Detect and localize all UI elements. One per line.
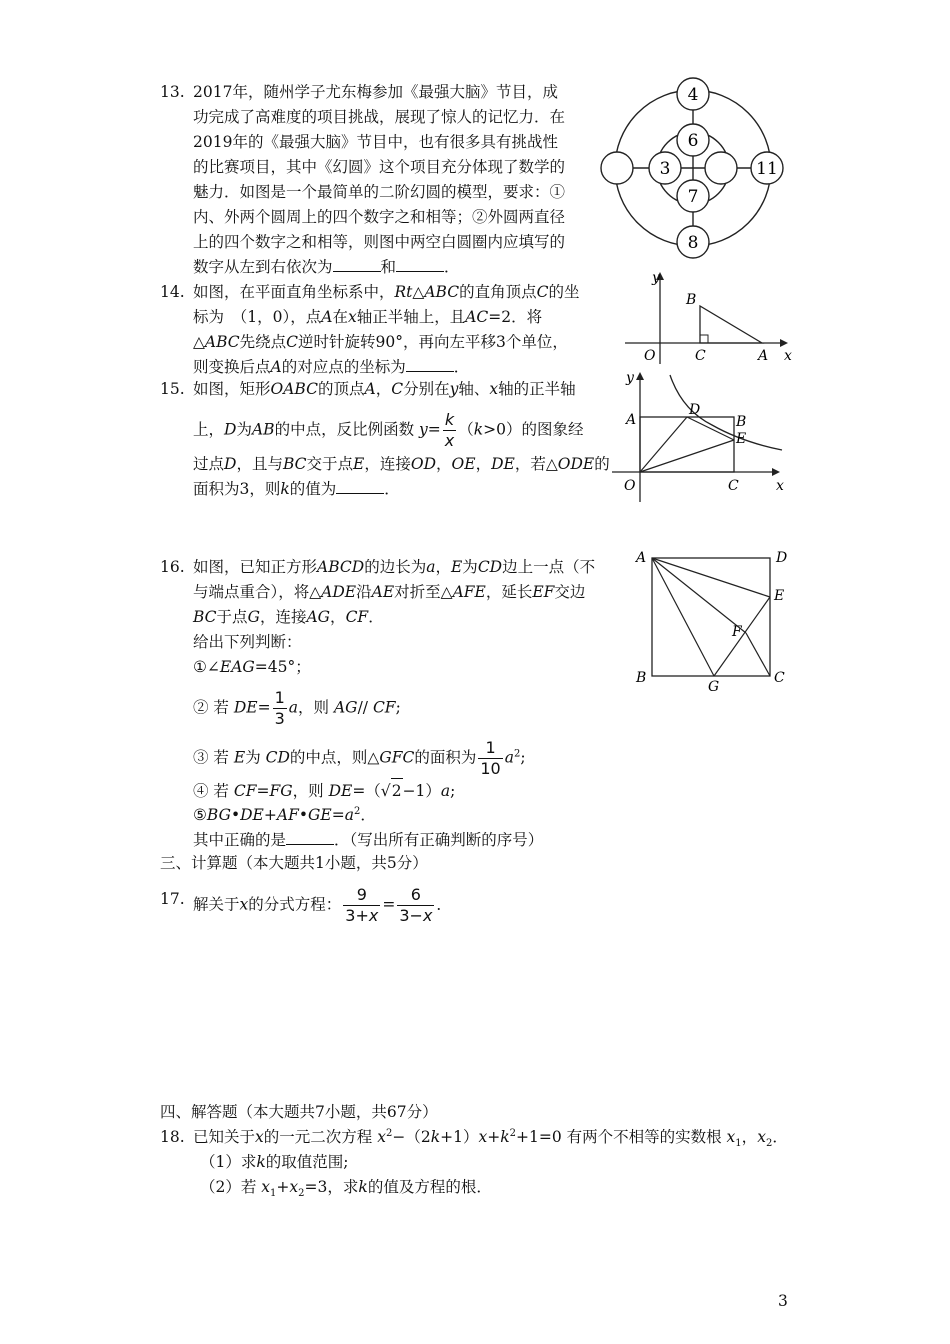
- q14-line-4: 则变换后点A的对应点的坐标为 ．: [193, 358, 470, 376]
- q16-answer-line: 其中正确的是 ．（写出所有正确判断的序号）: [193, 831, 544, 849]
- q16-line-2: 与端点重合），将△ADE沿AE对折至△AFE，延长EF交边: [193, 583, 586, 601]
- circle-number-right: 11: [756, 159, 778, 179]
- circle-number-bottom: 8: [687, 233, 699, 253]
- q18-number: 18.: [160, 1128, 185, 1146]
- q16-item-5: $⑤BG•DE+AF•GE=a^2$．: [193, 805, 376, 824]
- svg-text:C: C: [774, 670, 785, 686]
- q15-line-3: 过点D，且与BC交于点E，连接OD，OE，DE，若△ODE的: [193, 455, 610, 473]
- svg-text:O: O: [644, 348, 656, 364]
- q16-line-4: 给出下列判断：: [193, 633, 302, 651]
- q13-line-4: 的比赛项目，其中《幻圆》这个项目充分体现了数学的: [193, 158, 566, 176]
- q18-part-2: （2）若 $x_1+x_2=3$，求k的值及方程的根．: [200, 1178, 492, 1200]
- q13-line-5: 魅力．如图是一个最简单的二阶幻圆的模型，要求：①: [193, 183, 566, 201]
- svg-text:C: C: [695, 348, 706, 364]
- svg-text:A: A: [758, 348, 769, 364]
- section-3-heading: 三、计算题（本大题共1小题，共5分）: [160, 854, 428, 872]
- q15-hyperbola-figure: [612, 370, 792, 505]
- q14-coordinate-figure: [620, 268, 795, 368]
- svg-text:F: F: [732, 624, 742, 640]
- q13-number: 13.: [160, 83, 185, 101]
- circle-number-inner-bottom: 7: [687, 187, 699, 207]
- svg-text:D: D: [776, 550, 788, 566]
- svg-text:G: G: [708, 679, 720, 693]
- circle-number-inner-left: 3: [659, 159, 671, 179]
- q14-line-3: △ABC先绕点C逆时针旋转90°，再向左平移3个单位，: [193, 333, 568, 351]
- svg-text:B: B: [736, 414, 747, 430]
- svg-text:B: B: [636, 670, 647, 686]
- q18-line-1: 已知关于x的一元二次方程 $x^2-(2k+1)x+k^2+1=0$ 有两个不相等的实数根 $x_1$，$x_2$．: [193, 1127, 788, 1150]
- q13-line-3: 2019年的《最强大脑》节目中，也有很多具有挑战性: [193, 133, 558, 151]
- q16-line-3: BC于点G，连接AG，CF．: [193, 608, 384, 626]
- q17-line-1: 解关于x的分式方程： $\frac{9}{3+x}$ = $\frac{6}{3-x}$ ．: [193, 885, 452, 925]
- q16-line-1: 如图，已知正方形ABCD的边长为a，E为CD边上一点（不: [193, 558, 596, 576]
- q14-number: 14.: [160, 283, 185, 301]
- q15-number: 15.: [160, 380, 185, 398]
- q16-number: 16.: [160, 558, 185, 576]
- magic-circle-figure: [600, 72, 790, 272]
- svg-text:x: x: [776, 478, 784, 494]
- q16-item-2: ② 若 DE= $\frac{1}{3}$ a，则 AG// CF;: [193, 688, 401, 728]
- svg-text:y: y: [626, 370, 634, 386]
- q15-line-4: 面积为3，则k的值为 ．: [193, 480, 400, 498]
- q14-line-2: 标为 （1，0），点A在x轴正半轴上，且AC=2．将: [193, 308, 543, 326]
- q13-line-1: 2017年，随州学子尤东梅参加《最强大脑》节目，成: [193, 83, 558, 101]
- svg-text:y: y: [652, 270, 660, 286]
- svg-text:x: x: [784, 348, 792, 364]
- q15-line-2: 上，D为AB的中点，反比例函数 y= $\frac{k}{x}$ （k>0）的图象经: [193, 410, 584, 450]
- svg-text:B: B: [686, 292, 697, 308]
- circle-number-top: 4: [687, 85, 699, 105]
- svg-text:A: A: [626, 412, 637, 428]
- svg-text:C: C: [728, 478, 739, 494]
- svg-text:D: D: [689, 402, 701, 418]
- q16-item-3: ③ 若 E为 CD的中点，则△GFC的面积为 $\frac{1}{10}$ $a^2$;: [193, 738, 526, 778]
- q16-square-figure: [632, 548, 792, 693]
- q17-number: 17.: [160, 890, 185, 908]
- q13-line-6: 内、外两个圆周上的四个数字之和相等；②外圆两直径: [193, 208, 566, 226]
- q14-line-1: 如图，在平面直角坐标系中，Rt△ABC的直角顶点C的坐: [193, 283, 580, 301]
- section-4-heading: 四、解答题（本大题共7小题，共67分）: [160, 1103, 438, 1121]
- svg-text:E: E: [736, 431, 747, 447]
- circle-number-inner-top: 6: [687, 131, 699, 151]
- page-number: 3: [778, 1292, 788, 1310]
- q18-part-1: （1）求k的取值范围;: [200, 1153, 349, 1171]
- svg-text:E: E: [774, 588, 785, 604]
- q15-line-1: 如图，矩形OABC的顶点A，C分别在y轴、x轴的正半轴: [193, 380, 576, 398]
- q16-item-4: ④ 若 CF=FG，则 DE=（√2−1）a;: [193, 778, 455, 804]
- q13-line-7: 上的四个数字之和相等，则图中两空白圆圈内应填写的: [193, 233, 566, 251]
- q13-line-2: 功完成了高难度的项目挑战，展现了惊人的记忆力．在: [193, 108, 566, 126]
- q16-item-1: ①∠EAG=45°；: [193, 658, 311, 676]
- q13-line-8: 数字从左到右依次为 和 ．: [193, 258, 460, 276]
- svg-text:O: O: [624, 478, 636, 494]
- svg-text:A: A: [636, 550, 647, 566]
